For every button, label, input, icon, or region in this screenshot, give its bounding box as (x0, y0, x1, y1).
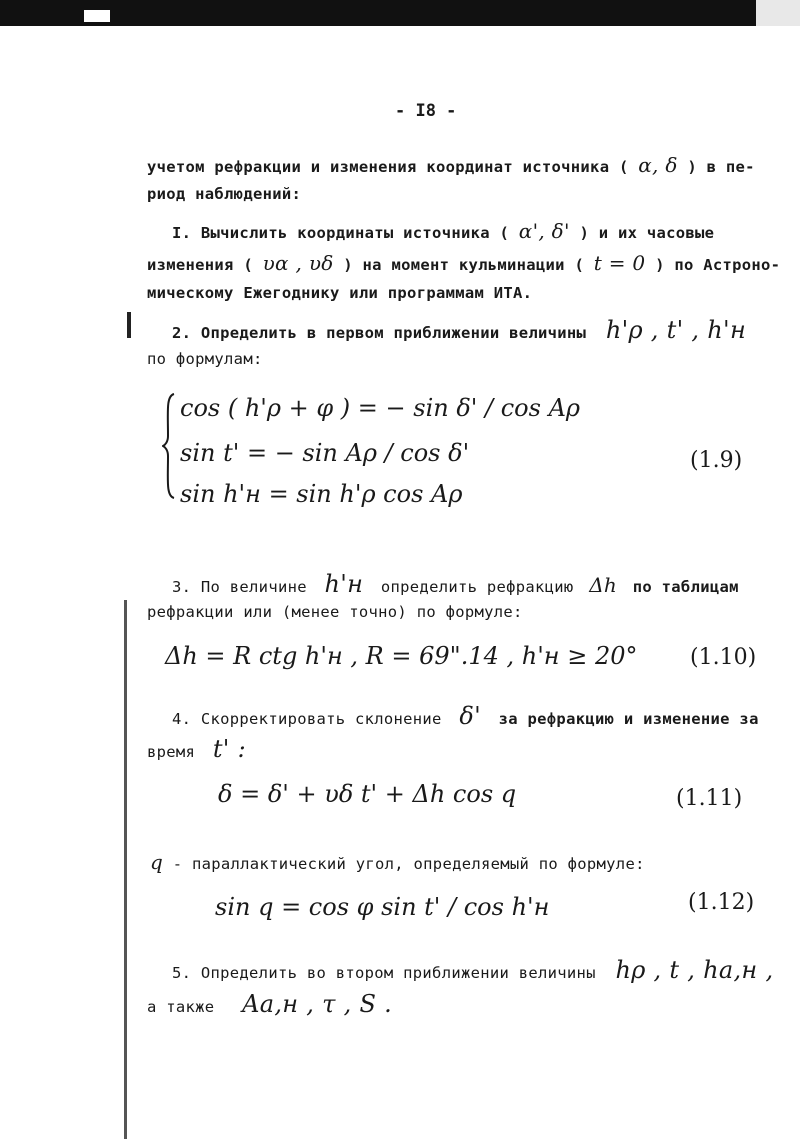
step1-b: изменения ( (147, 256, 253, 274)
step1-line-2 (147, 251, 780, 275)
intro-line-1 (147, 153, 755, 177)
step2-line-1 (172, 316, 746, 344)
step5-b: а также (147, 998, 215, 1016)
step4-text: 4. Скорректировать склонение (172, 710, 442, 728)
system-eq-1: cos ( h'ρ + φ ) = − sin δ' / cos Aρ (180, 394, 581, 422)
step5-math-b: Aа,н , τ , S . (242, 990, 393, 1018)
equation-number-1-10: (1.10) (690, 645, 757, 670)
scan-left-edge (124, 600, 127, 1139)
intro-text-end: ) в пе- (687, 158, 755, 176)
step4-text-end: за рефракцию и изменение за (498, 710, 759, 728)
step1-math-a: α', δ' (518, 219, 570, 243)
equation-number-1-9: (1.9) (690, 448, 743, 473)
step4-math-b: t' : (212, 735, 246, 763)
step3-line-2: рефракции или (менее точно) по формуле: (147, 603, 523, 621)
step3-text-end: по таблицам (632, 578, 739, 596)
formula-1-11: δ = δ' + υδ t' + Δh cos q (218, 780, 517, 808)
scan-top-border (0, 0, 800, 26)
step5-text: 5. Определить во втором приближении величины (172, 964, 596, 982)
formula-1-10: Δh = R ctg h'н , R = 69".14 , h'н ≥ 20° (165, 642, 638, 670)
step4-b: время (147, 743, 196, 761)
scan-artifact (84, 10, 110, 22)
intro-math: α, δ (638, 153, 678, 177)
formula-1-12: sin q = cos φ sin t' / cos h'н (215, 893, 550, 921)
step3-math-a: h'н (324, 570, 364, 598)
step5-line-2 (147, 990, 392, 1018)
system-brace (162, 392, 176, 500)
step1-math-c: t = 0 (593, 251, 646, 275)
step1-line-3: мическому Ежегоднику или программам ИТА. (147, 284, 533, 302)
step2-math: h'ρ , t' , h'н (605, 316, 747, 344)
step1-text: I. Вычислить координаты источника ( (172, 224, 510, 242)
page-number: - I8 - (395, 101, 457, 121)
step3-text-mid: определить рефракцию (380, 578, 574, 596)
step1-math-b: υα , υδ (262, 251, 334, 275)
parallactic-text: - параллактический угол, определяемый по формуле: (172, 855, 645, 873)
equation-number-1-11: (1.11) (676, 786, 743, 811)
margin-mark (127, 312, 131, 338)
step5-math-a: hρ , t , hа,н , (615, 956, 774, 984)
step1-b-end: ) по Астроно- (655, 256, 781, 274)
intro-line-2: риод наблюдений: (147, 185, 302, 203)
step2-text: 2. Определить в первом приближении величины (172, 324, 587, 342)
step1-b-mid: ) на момент кульминации ( (343, 256, 585, 274)
parallactic-symbol: q (150, 850, 164, 874)
step3-text: 3. По величине (172, 578, 307, 596)
step1-line-1 (172, 219, 714, 243)
step4-line-2 (147, 735, 246, 763)
parallactic-line (150, 850, 645, 874)
system-eq-3: sin h'н = sin h'ρ cos Aρ (180, 480, 463, 508)
step3-math-b: Δh (589, 573, 618, 597)
step4-math-a: δ' (459, 702, 481, 730)
step3-line-1 (172, 570, 739, 598)
scan-artifact-right (756, 0, 800, 26)
equation-number-1-12: (1.12) (688, 890, 755, 915)
step5-line-1 (172, 956, 773, 984)
intro-text: учетом рефракции и изменения координат источника ( (147, 158, 629, 176)
step2-line-2: по формулам: (147, 350, 263, 368)
system-eq-2: sin t' = − sin Aρ / cos δ' (180, 439, 470, 467)
step4-line-1 (172, 702, 759, 730)
step1-text-end: ) и их часовые (579, 224, 715, 242)
